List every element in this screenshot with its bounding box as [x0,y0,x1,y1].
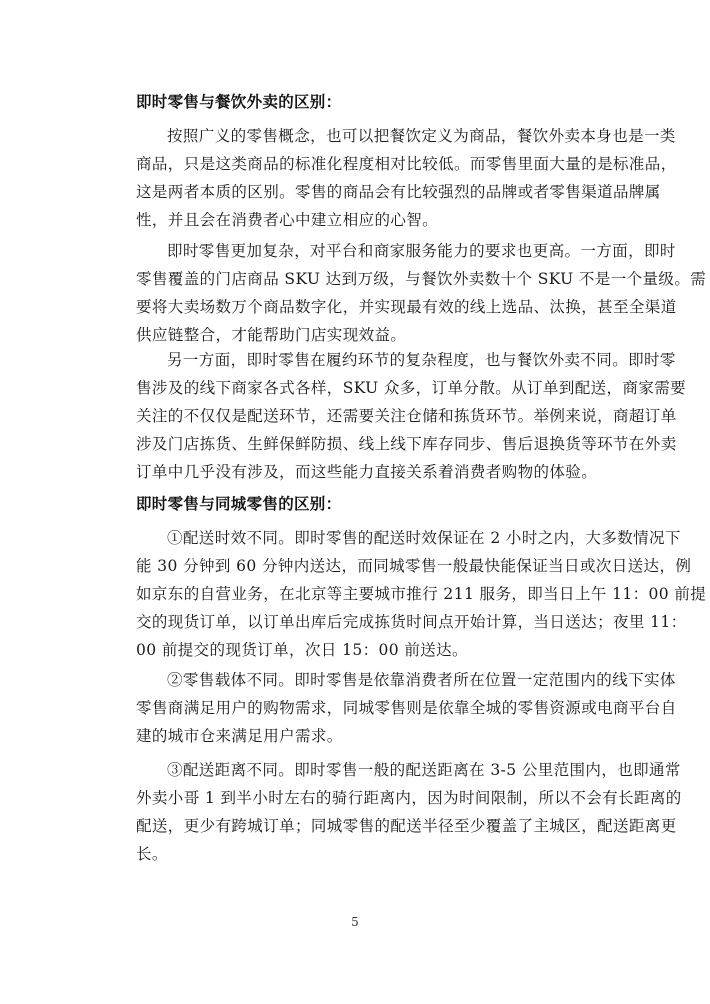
paragraph-line: 能 30 分钟到 60 分钟内送达，而同城零售一般最快能保证当日或次日送达，例 [136,557,692,575]
paragraph-line: 交的现货订单，以订单出库后完成拣货时间点开始计算，当日送达；夜里 11： [136,613,687,631]
paragraph-line: ②零售载体不同。即时零售是依靠消费者所在位置一定范围内的线下实体 [167,671,676,689]
paragraph-line: 性，并且会在消费者心中建立相应的心智。 [136,211,439,229]
paragraph-line: 另一方面，即时零售在履约环节的复杂程度，也与餐饮外卖不同。即时零 [167,351,676,369]
page-number: 5 [351,915,359,929]
paragraph-line: ③配送距离不同。即时零售一般的配送距离在 3-5 公里范围内，也即通常 [167,761,681,779]
paragraph-line: 涉及门店拣货、生鲜保鲜防损、线上线下库存同步、售后退换货等环节在外卖 [136,435,677,453]
paragraph-2 [136,237,707,349]
paragraph-5 [136,666,677,750]
paragraph-4 [136,524,707,664]
paragraph-line: 供应链整合，才能帮助门店实现效益。 [136,326,407,344]
paragraph-6 [136,756,682,868]
paragraph-line: 订单中几乎没有涉及，而这些能力直接关系着消费者购物的体验。 [136,463,598,481]
paragraph-3 [136,346,687,486]
paragraph-line: 如京东的自营业务，在北京等主要城市推行 211 服务，即当日上午 11：00 前提 [136,585,707,603]
paragraph-line: 这是两者本质的区别。零售的商品会有比较强烈的品牌或者零售渠道品牌属 [136,183,661,201]
paragraph-line: 零售覆盖的门店商品 SKU 达到万级，与餐饮外卖数十个 SKU 不是一个量级。需 [136,270,707,288]
paragraph-line: 商品，只是这类商品的标准化程度相对比较低。而零售里面大量的是标准品， [136,155,677,173]
paragraph-line: 关注的不仅仅是配送环节，还需要关注仓储和拣货环节。举例来说，商超订单 [136,407,677,425]
paragraph-line: 按照广义的零售概念，也可以把餐饮定义为商品，餐饮外卖本身也是一类 [167,127,676,145]
paragraph-line: 长。 [136,845,168,863]
paragraph-line: 00 前提交的现货订单，次日 15：00 前送达。 [136,641,468,659]
paragraph-line: 外卖小哥 1 到半小时左右的骑行距离内，因为时间限制，所以不会有长距离的 [136,789,682,807]
paragraph-line: 售涉及的线下商家各式各样，SKU 众多，订单分散。从订单到配送，商家需要 [136,379,687,397]
paragraph-1 [136,122,677,234]
section-heading-food-delivery: 即时零售与餐饮外卖的区别： [136,93,342,111]
paragraph-line: ①配送时效不同。即时零售的配送时效保证在 2 小时之内，大多数情况下 [167,529,681,547]
paragraph-line: 建的城市仓来满足用户需求。 [136,727,343,745]
paragraph-line: 配送，更少有跨城订单；同城零售的配送半径至少覆盖了主城区，配送距离更 [136,817,677,835]
paragraph-line: 零售商满足用户的购物需求，同城零售则是依靠全城的零售资源或电商平台自 [136,699,677,717]
paragraph-line: 即时零售更加复杂，对平台和商家服务能力的要求也更高。一方面，即时 [167,242,676,260]
section-heading-same-city: 即时零售与同城零售的区别： [136,495,342,513]
paragraph-line: 要将大卖场数万个商品数字化，并实现最有效的线上选品、汰换，甚至全渠道 [136,298,677,316]
